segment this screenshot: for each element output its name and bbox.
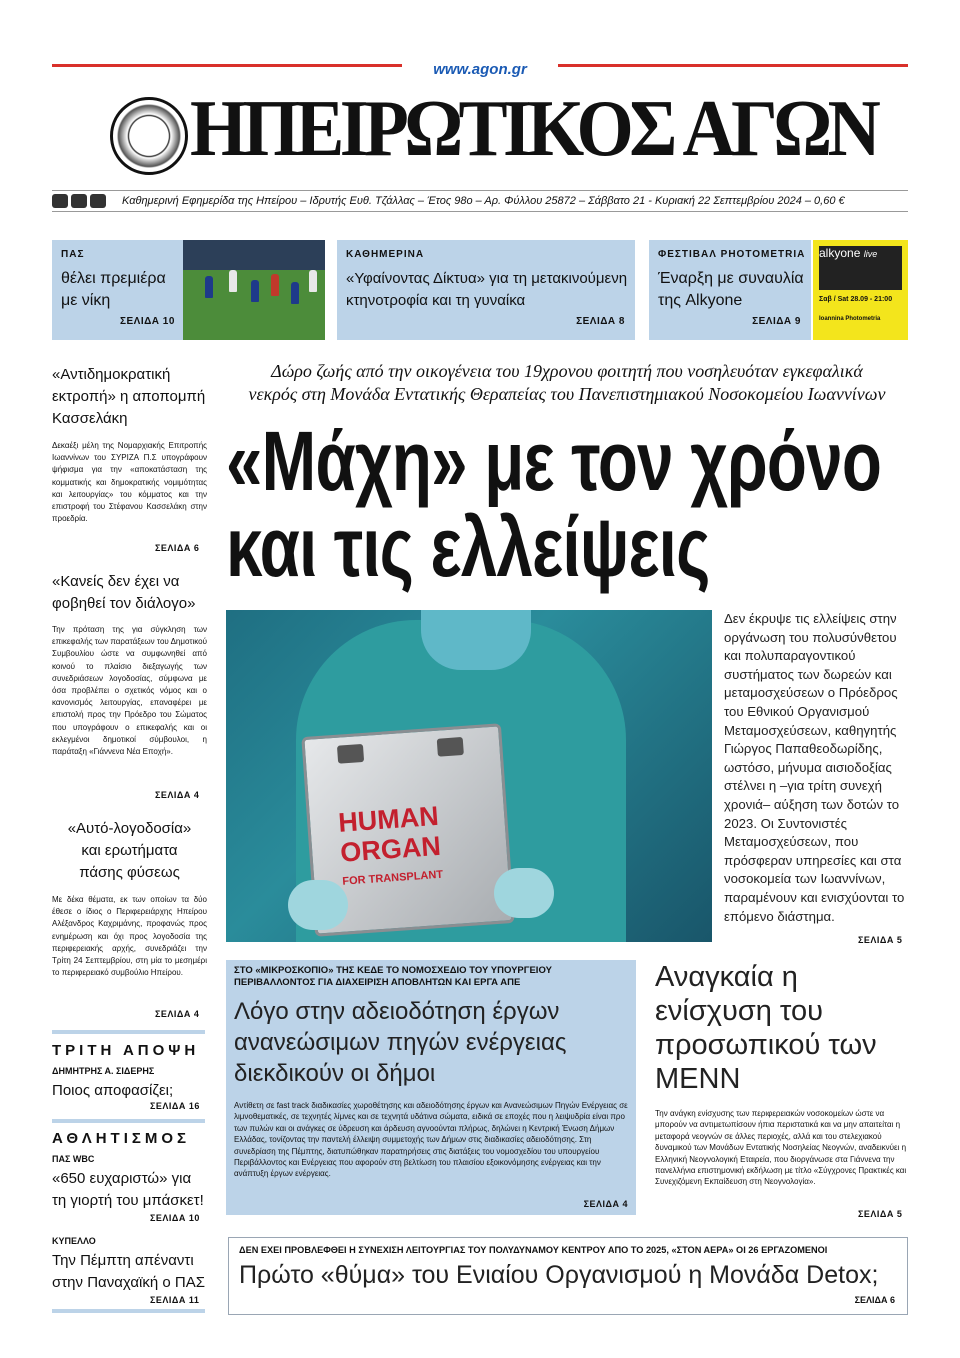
lead-deck: Δώρο ζωής από την οικογένεια του 19χρονου φοιτητή που νοσηλευόταν εγκεφαλικά νεκρός στη Μονάδα Εντατικής Θεραπείας του Πανεπιστημιακού Νοσοκομείου Ιωαννίνων: [248, 361, 886, 404]
renewables-title: Λόγο στην αδειοδότηση έργων ανανεώσιμων πηγών ενέργειας διεκδικούν οι δήμοι: [234, 998, 567, 1087]
alkyone-name: alkyone live: [819, 246, 878, 260]
menn-title[interactable]: Αναγκαία η ενίσχυση του προσωπικού των ΜΕΝΝ: [655, 961, 877, 1095]
teaser-title: «Υφαίνοντας Δίκτυα» για τη μετακινούμενη κτηνοτροφία και τη γυναίκα: [346, 270, 628, 309]
cup-kicker: ΚΥΠΕΛΛΟ: [52, 1236, 96, 1246]
teaser-photometria[interactable]: [649, 240, 811, 340]
lead-body: Δεν έκρυψε τις ελλείψεις στην οργάνωση του πολυσύνθετου και πολυπαραγοντικού συστήματος των δωρεών και μεταμοσχεύσεων ο Πρόεδρος του Εθνικού Οργανισμού Μεταμοσχεύσεων, καθηγητής Γιώργος Παπαθεοδωρίδης, ωστόσο, μήνυμα αισιοδοξίας στέλνει η –για τρίτη συνεχή χρονιά– αύξηση των δοτών το 2023. Οι Συντονιστές Μεταμοσχεύσεων, που πρόσφεραν υπηρεσίες και στα νοσοκομεία των Ιωαννίνων, παραμένουν και ενισχύονται το επόμενο διάστημα.: [724, 611, 905, 924]
menn-body: Την ανάγκη ενίσχυσης των περιφερειακών νοσοκομείων ώστε να μπορούν να αντιμετωπίσουν ήπια περιστατικά και να μην απαιτείται η μεταφορά νεογνών σε άλλες περιοχές, αλλά και του στελεχιακού δυναμικού των Μονάδων Εντατικής Νοσηλείας Νεογνών, αναδεικνύει η Ελληνική Νεογνολογική Εταιρεία, που διοργάνωσε στα Γιάννενα την πανελλήνια επιστημονική εκδήλωση με τίτλο «Σύγχρονες Πρακτικές και Συνεχιζόμενη Εκπαίδευση στη Νεογνολογία».: [655, 1109, 907, 1187]
cup-page: ΣΕΛΙΔΑ 11: [150, 1295, 200, 1305]
cup-title[interactable]: Την Πέμπτη απέναντι στην Παναχαϊκή ο ΠΑΣ: [52, 1252, 205, 1291]
sports-page: ΣΕΛΙΔΑ 10: [150, 1213, 200, 1223]
left-story-3-body: Με δέκα θέματα, εκ των οποίων τα δύο έθεσε ο ίδιος ο Περιφερειάρχης Ηπείρου Αλέξανδρος Καχριμάνης, προφανώς προς ενημέρωση και όχι προς λογοδοσία της περιφερειακής αρχής, συνεδριάζει την Τρίτη 24 Σεπτεμβρίου, στη μία το μεσημέρι το περιφερειακό συμβούλιο Ηπείρου.: [52, 895, 207, 978]
masthead: ΗΠΕΙΡΩΤΙΚΟΣ ΑΓΩΝ: [190, 85, 877, 173]
organ-transplant-photo: [226, 610, 712, 942]
teaser-kicker: ΦΕΣΤΙΒΑΛ PHOTOMETRIA: [658, 249, 806, 260]
separator: [52, 1030, 205, 1034]
opinion-section: ΤΡΙΤΗ ΑΠΟΨΗ: [52, 1042, 200, 1059]
renewables-body: Αντίθετη σε fast track διαδικασίες χωροθέτησης και αδειοδότησης έργων και Ανανεώσιμων Πηγών Ενέργειας σε λιμνοθεματικές, σε τεχνητές λίμνες και σε τεχνητά υδάτινα σώματα, ειδικά σε εποχές που η λειψυδρία είναι προ των πυλών και οι ανάγκες σε ύδρευση και άρδευση αγνοούνται πλήρως, δηλώνει η Κεντρική Ένωση Δήμων Ελλάδας, τονίζοντας την παντελή έλλειψη συμμετοχής των Δήμων στις διαδικασίες αδειοδότησης. Στη συνεδρίαση της Πέμπτης, διατυπώθηκαν παρατηρήσεις στις διατάξεις του νομοσχεδίου του υπουργείου Περιβάλλοντος και Ενέργειας που αφορούν στη βελτίωση του πλαισίου εξοικονόμησης ενέργειας και την ανάπτυξη έργων ενέργειας.: [234, 1101, 628, 1179]
teaser-kicker: ΚΑΘΗΜΕΡΙΝΑ: [346, 249, 425, 260]
teaser-page: ΣΕΛΙΔΑ 8: [576, 316, 625, 327]
surgeon-cap: [421, 610, 531, 670]
detox-page: ΣΕΛΙΔΑ 6: [854, 1295, 895, 1305]
detox-title: Πρώτο «θύμα» του Ενιαίου Οργανισμού η Μονάδα Detox;: [239, 1261, 879, 1289]
football-photo: [183, 240, 325, 340]
info-bar: [52, 190, 908, 212]
detox-story[interactable]: [228, 1237, 908, 1315]
sports-title[interactable]: «650 ευχαριστώ» για τη γιορτή του μπάσκετ!: [52, 1170, 204, 1209]
left-story-2-body: Την πρόταση της για σύγκληση των επικεφαλής των παρατάξεων του Δημοτικού Συμβουλίου ώστε να συμφωνηθεί από κοινού το πλαίσιο διεξαγωγής των συνεδριάσεων λογοδοσίας, σύμφωνα με όσα προβλέπει ο σχετικός νόμος και ο κανονισμός λειτουργίας, επαναφέρει με επιστολή προς την Πρόεδρο του Σώματος που υπογράφουν ο επικεφαλής και οι εκλεγμένοι δημοτικοί σύμβουλοι, η παράταξη «Γιάννενα Νέα Εποχή».: [52, 625, 207, 757]
sports-kicker: ΠΑΣ WBC: [52, 1154, 95, 1164]
lead-page: ΣΕΛΙΔΑ 5: [858, 935, 903, 945]
logo-icon: [90, 194, 106, 208]
teaser-kicker: ΠΑΣ: [61, 249, 85, 260]
left-story-1-page: ΣΕΛΙΔΑ 6: [155, 543, 200, 553]
left-story-2-title[interactable]: «Κανείς δεν έχει να φοβηθεί τον διάλογο»: [52, 573, 196, 612]
teaser-title: Έναρξη με συναυλία της Alkyone: [658, 270, 804, 309]
left-story-1-body: Δεκαέξι μέλη της Νομαρχιακής Επιτροπής Ιωαννίνων του ΣΥΡΙΖΑ Π.Σ υπογράφουν ψήφισμα για την «αποκατάσταση της κομματικής και δημοκρατικής νομιμότητας και λειτουργίας» του κόμματος και την επιστροφή του Στέφανου Κασσελάκη στην προεδρία.: [52, 441, 207, 524]
glove-right: [494, 868, 554, 918]
renewables-kicker: ΣΤΟ «ΜΙΚΡΟΣΚΟΠΙΟ» ΤΗΣ ΚΕΔΕ ΤΟ ΝΟΜΟΣΧΕΔΙΟ ΤΟΥ ΥΠΟΥΡΓΕΙΟΥ ΠΕΡΙΒΑΛΛΟΝΤΟΣ ΓΙΑ ΔΙΑΧΕΙΡΙΣΗ ΑΠΟΒΛΗΤΩΝ ΚΑΙ ΕΡΓΑ ΑΠΕ: [234, 965, 552, 988]
alkyone-poster: [813, 240, 908, 340]
alkyone-date: Σαβ / Sat 28.09 - 21:00: [819, 296, 893, 303]
teaser-weaving[interactable]: [337, 240, 635, 340]
teaser-page: ΣΕΛΙΔΑ 9: [752, 316, 801, 327]
opinion-author: ΔΗΜΗΤΡΗΣ Α. ΣΙΔΕΡΗΣ: [52, 1066, 155, 1076]
site-url[interactable]: www.agon.gr: [433, 61, 527, 78]
teaser-page: ΣΕΛΙΔΑ 10: [120, 316, 175, 327]
left-story-2-page: ΣΕΛΙΔΑ 4: [155, 790, 200, 800]
separator: [52, 1119, 205, 1123]
left-story-1-title[interactable]: «Αντιδημοκρατική εκτροπή» η αποπομπή Κασσελάκη: [52, 366, 206, 427]
logo-icon: [71, 194, 87, 208]
left-story-3-title[interactable]: «Αυτό-λογοδοσία» και ερωτήματα πάσης φύσεως: [67, 820, 192, 881]
issue-info: Καθημερινή Εφημερίδα της Ηπείρου – Ιδρυτής Ευθ. Τζάλλας – Έτος 98ο – Αρ. Φύλλου 25872 – Σάββατο 21 - Κυριακή 22 Σεπτεμβρίου 2024 – 0,60 €: [122, 195, 845, 207]
top-rule-right: [558, 64, 908, 67]
top-rule-left: [52, 64, 402, 67]
seal-logo: [110, 97, 188, 175]
detox-kicker: ΔΕΝ ΕΧΕΙ ΠΡΟΒΛΕΦΘΕΙ Η ΣΥΝΕΧΙΣΗ ΛΕΙΤΟΥΡΓΙΑΣ ΤΟΥ ΠΟΛΥΔΥΝΑΜΟΥ ΚΕΝΤΡΟΥ ΑΠΟ ΤΟ 2025, «ΣΤΟΝ ΑΕΡΑ» ΟΙ 26 ΕΡΓΑΖΟΜΕΝΟΙ: [239, 1245, 828, 1255]
box-label: HUMAN ORGAN: [337, 800, 442, 868]
teaser-title: θέλει πρεμιέρα με νίκη: [61, 270, 166, 309]
alkyone-organizer: Ioannina Photometria: [819, 316, 881, 322]
box-sublabel: FOR TRANSPLANT: [342, 868, 444, 888]
logo-icon: [52, 194, 68, 208]
renewables-page: ΣΕΛΙΔΑ 4: [583, 1199, 628, 1209]
menn-page: ΣΕΛΙΔΑ 5: [858, 1209, 903, 1219]
left-story-3-page: ΣΕΛΙΔΑ 4: [155, 1009, 200, 1019]
lead-headline[interactable]: «Μάχη» με τον χρόνο και τις ελλείψεις: [226, 414, 882, 594]
opinion-page: ΣΕΛΙΔΑ 16: [150, 1101, 200, 1111]
separator: [52, 1309, 205, 1313]
renewables-story[interactable]: [226, 960, 636, 1215]
publisher-logos: [52, 194, 106, 208]
opinion-title[interactable]: Ποιος αποφασίζει;: [52, 1082, 174, 1099]
glove-left: [288, 880, 348, 930]
sports-section: ΑΘΛΗΤΙΣΜΟΣ: [52, 1130, 191, 1147]
